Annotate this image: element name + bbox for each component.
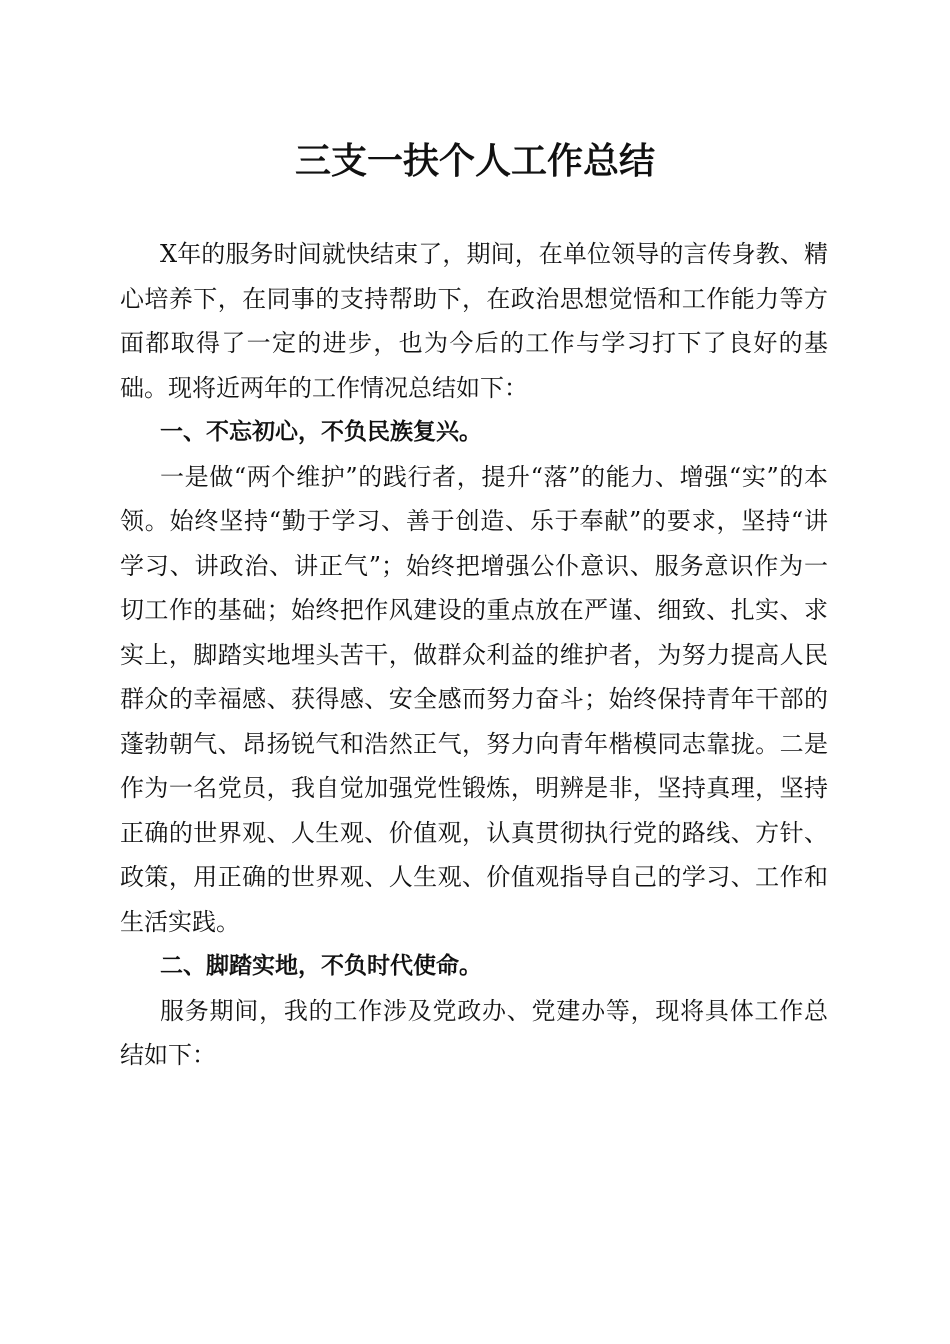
- section-heading-1: 一、不忘初心，不负民族复兴。: [160, 419, 482, 445]
- section-1-paragraph: 一是做“两个维护”的践行者，提升“落”的能力、增强“实”的本领。始终坚持“勤于学习、善于创造、乐于奉献”的要求，坚持“讲学习、讲政治、讲正气”；始终把增强公仆意识、服务意识作为一切工作的基础；始终把作风建设的重点放在严谨、细致、扎实、求实上，脚踏实地埋头苦干，做群众利益的维护者，为努力提高人民群众的幸福感、获得感、安全感而努力奋斗；始终保持青年干部的蓬勃朝气、昂扬锐气和浩然正气，努力向青年楷模同志靠拢。二是作为一名党员，我自觉加强党性锻炼，明辨是非，坚持真理，坚持正确的世界观、人生观、价值观，认真贯彻执行党的路线、方针、政策，用正确的世界观、人生观、价值观指导自己的学习、工作和生活实践。: [120, 462, 828, 936]
- section-heading-2: 二、脚踏实地，不负时代使命。: [160, 953, 482, 979]
- document-body: [120, 232, 828, 1078]
- section-2-paragraph: 服务期间，我的工作涉及党政办、党建办等，现将具体工作总结如下：: [120, 996, 828, 1069]
- intro-paragraph: X年的服务时间就快结束了，期间，在单位领导的言传身教、精心培养下，在同事的支持帮助下，在政治思想觉悟和工作能力等方面都取得了一定的进步，也为今后的工作与学习打下了良好的基础。现将近两年的工作情况总结如下：: [120, 240, 828, 402]
- document-title: 三支一扶个人工作总结: [294, 140, 655, 182]
